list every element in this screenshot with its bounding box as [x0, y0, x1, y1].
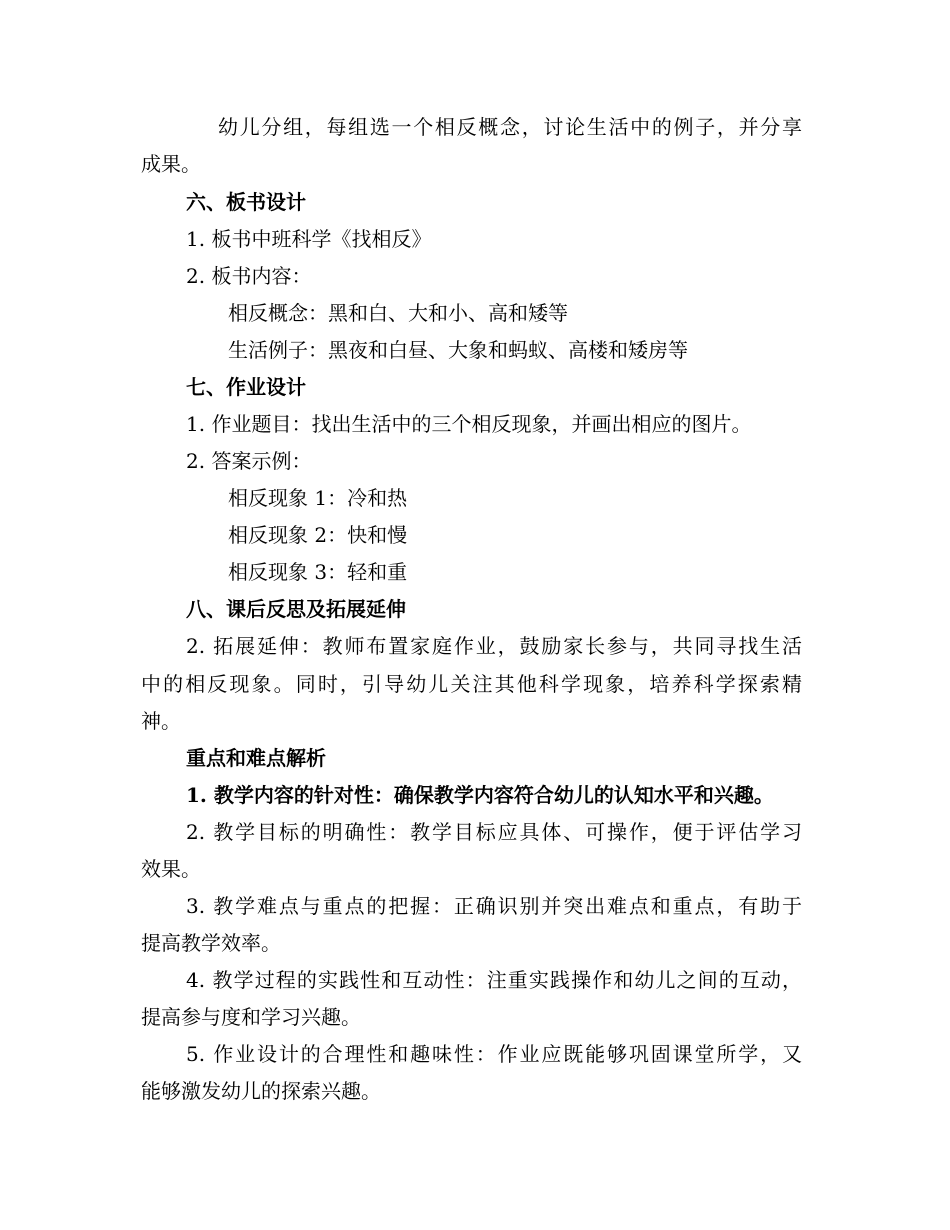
section-8-item-2-line-1: 2. 拓展延伸：教师布置家庭作业，鼓励家长参与，共同寻找生活: [186, 634, 802, 658]
analysis-point-3-line-1: 3. 教学难点与重点的把握：正确识别并突出难点和重点，有助于: [186, 894, 802, 918]
section-8-item-2-line-3: 神。: [141, 709, 181, 733]
section-7-subitem-2: 相反现象 2：快和慢: [228, 523, 408, 547]
section-7-heading: 七、作业设计: [186, 375, 306, 399]
analysis-point-2-line-1: 2. 教学目标的明确性：教学目标应具体、可操作，便于评估学习: [186, 820, 802, 844]
analysis-point-4-line-2: 提高参与度和学习兴趣。: [141, 1005, 361, 1029]
section-7-item-1: 1. 作业题目：找出生活中的三个相反现象，并画出相应的图片。: [186, 412, 752, 436]
analysis-point-5-line-1: 5. 作业设计的合理性和趣味性：作业应既能够巩固课堂所学，又: [186, 1042, 802, 1066]
analysis-point-5-line-2: 能够激发幼儿的探索兴趣。: [141, 1079, 381, 1103]
analysis-point-1: 1. 教学内容的针对性：确保教学内容符合幼儿的认知水平和兴趣。: [186, 783, 774, 807]
section-7-subitem-3: 相反现象 3：轻和重: [228, 560, 408, 584]
section-6-subitem-1: 相反概念：黑和白、大和小、高和矮等: [228, 301, 568, 325]
analysis-point-3-line-2: 提高教学效率。: [141, 931, 281, 955]
section-8-heading: 八、课后反思及拓展延伸: [186, 597, 406, 621]
section-7-subitem-1: 相反现象 1：冷和热: [228, 486, 408, 510]
intro-paragraph-line-1: 幼儿分组，每组选一个相反概念，讨论生活中的例子，并分享: [218, 115, 802, 139]
section-6-item-2: 2. 板书内容：: [186, 264, 312, 288]
section-6-subitem-2: 生活例子：黑夜和白昼、大象和蚂蚁、高楼和矮房等: [228, 338, 688, 362]
intro-paragraph-line-2: 成果。: [141, 152, 201, 176]
analysis-heading: 重点和难点解析: [186, 746, 326, 770]
section-7-item-2: 2. 答案示例：: [186, 449, 312, 473]
analysis-point-4-line-1: 4. 教学过程的实践性和互动性：注重实践操作和幼儿之间的互动，: [186, 968, 802, 992]
section-6-heading: 六、板书设计: [186, 190, 306, 214]
section-8-item-2-line-2: 中的相反现象。同时，引导幼儿关注其他科学现象，培养科学探索精: [141, 672, 802, 696]
section-6-item-1: 1. 板书中班科学《找相反》: [186, 227, 432, 251]
analysis-point-2-line-2: 效果。: [141, 857, 201, 881]
